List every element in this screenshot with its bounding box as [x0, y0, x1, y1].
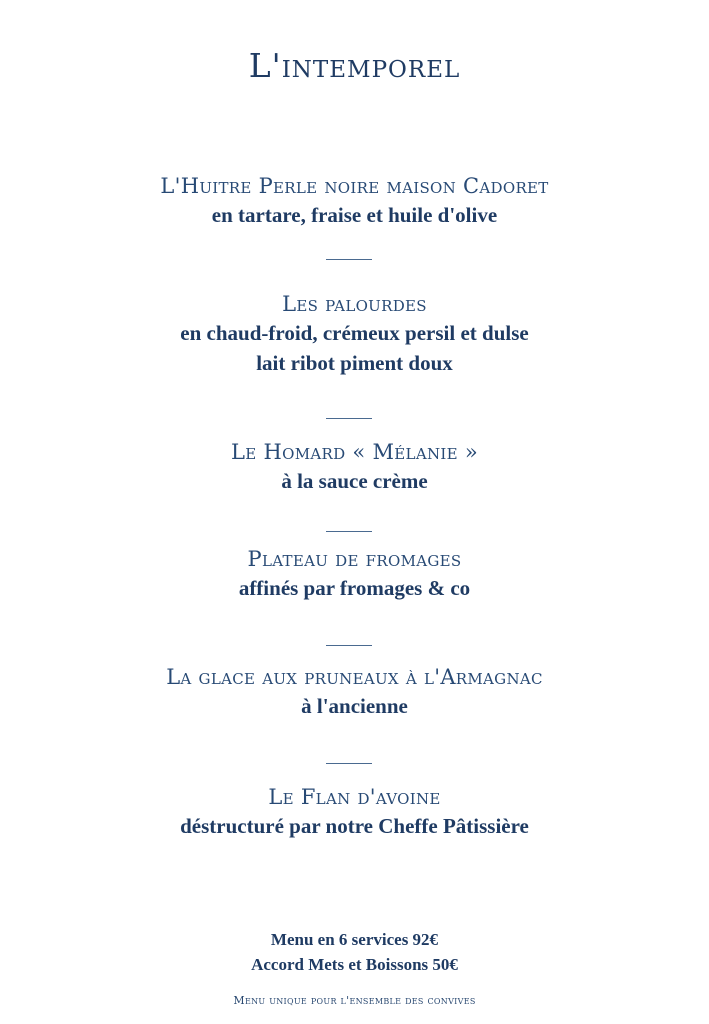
- course-item: [0, 663, 709, 721]
- course-item: [0, 545, 709, 603]
- course-item: [0, 783, 709, 841]
- course-name: Les palourdes: [282, 292, 427, 316]
- course-name: La glace aux pruneaux à l'Armagnac: [166, 665, 543, 689]
- course-divider: [326, 645, 372, 646]
- course-name: L'Huitre Perle noire maison Cadoret: [160, 174, 549, 198]
- course-description: à l'ancienne: [301, 694, 408, 718]
- course-description: lait ribot piment doux: [256, 351, 453, 375]
- course-description: affinés par fromages & co: [238, 576, 471, 600]
- course-divider: [326, 763, 372, 764]
- course-item: [0, 438, 709, 496]
- course-description: en chaud-froid, crémeux persil et dulse: [180, 321, 529, 345]
- course-description: déstructuré par notre Cheffe Pâtissière: [180, 814, 529, 838]
- course-name: Le Homard « Mélanie »: [231, 440, 478, 464]
- course-divider: [326, 418, 372, 419]
- course-description: à la sauce crème: [281, 469, 428, 493]
- course-name: Plateau de fromages: [247, 547, 462, 571]
- course-item: [0, 290, 709, 378]
- course-divider: [326, 531, 372, 532]
- course-divider: [326, 259, 372, 260]
- course-item: [0, 172, 709, 230]
- course-description: en tartare, fraise et huile d'olive: [211, 203, 498, 227]
- pairing-price: Accord Mets et Boissons 50€: [251, 955, 458, 974]
- menu-price: Menu en 6 services 92€: [270, 930, 439, 949]
- course-name: Le Flan d'avoine: [268, 785, 441, 809]
- menu-title: L'intemporel: [248, 46, 461, 85]
- menu-note: Menu unique pour l'ensemble des convives: [233, 994, 476, 1007]
